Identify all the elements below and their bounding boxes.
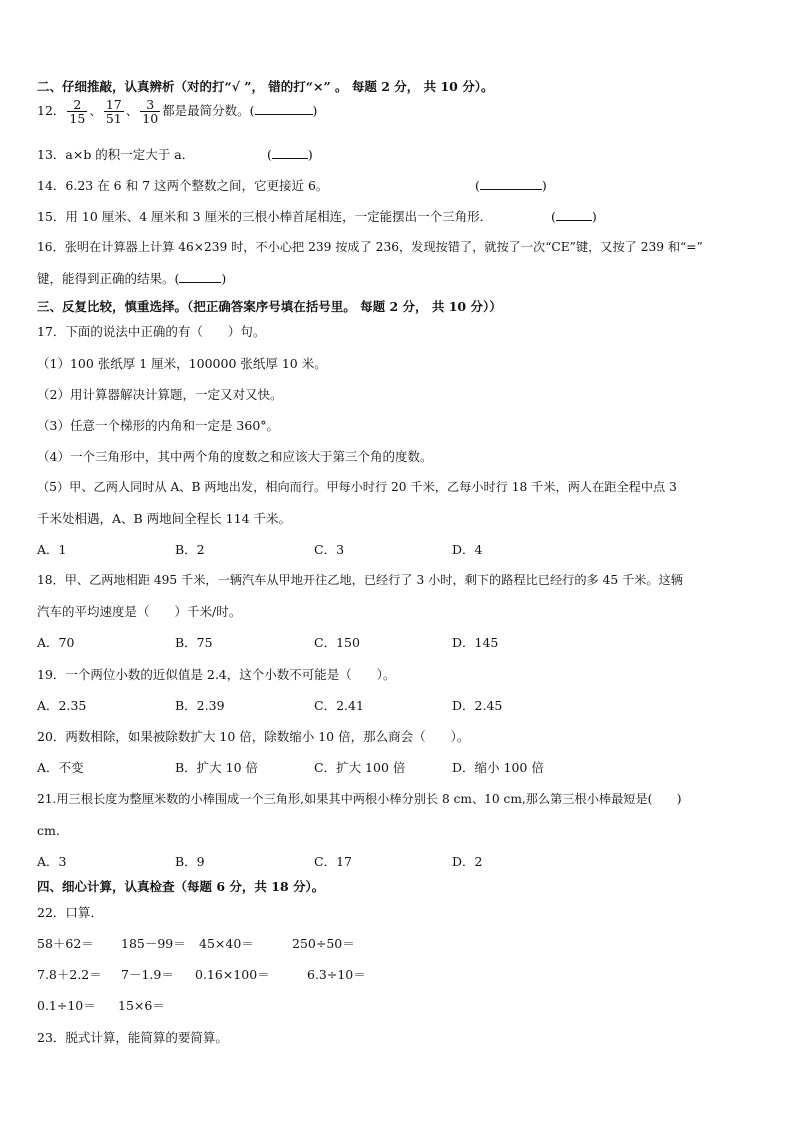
question-21-line-2: cm.: [37, 823, 60, 838]
section-3-title: 三、反复比较，慎重选择。（把正确答案序号填在括号里。 每题 2 分， 共 10 分））: [37, 299, 502, 314]
option-d[interactable]: D．2.45: [452, 698, 503, 713]
option-c[interactable]: C．2.41: [314, 698, 364, 713]
question-17-item: （2）用计算器解决计算题，一定又对又快。: [37, 387, 283, 402]
calc-item: 15×6＝: [118, 998, 165, 1013]
answer-blank[interactable]: [272, 147, 308, 159]
question-23-stem: 23．脱式计算，能简算的要简算。: [37, 1030, 228, 1045]
calc-item: 0.1÷10＝: [37, 998, 96, 1013]
calc-item: 0.16×100＝: [195, 967, 270, 982]
calc-item: 45×40＝: [199, 936, 254, 951]
question-16-line-2: 键，能得到正确的结果。( ): [37, 271, 227, 286]
option-b[interactable]: B．2.39: [175, 698, 225, 713]
calc-item: 6.3÷10＝: [307, 967, 366, 982]
question-number: 12．: [37, 103, 66, 119]
calc-item: 185－99＝: [121, 936, 186, 951]
option-a[interactable]: A．3: [37, 854, 67, 869]
question-17-item: （4）一个三角形中，其中两个角的度数之和应该大于第三个角的度数。: [37, 449, 433, 464]
question-19-stem: 19．一个两位小数的近似值是 2.4，这个小数不可能是（ ）。: [37, 667, 396, 682]
question-17-item: （1）100 张纸厚 1 厘米，100000 张纸厚 10 米。: [37, 356, 327, 371]
question-15: 15．用 10 厘米、4 厘米和 3 厘米的三根小棒首尾相连，一定能摆出一个三角形．: [37, 209, 493, 224]
fraction: $\frac{3}{10}$: [142, 97, 159, 127]
question-20-stem: 20．两数相除，如果被除数扩大 10 倍，除数缩小 10 倍，那么商会（ ）。: [37, 729, 470, 744]
option-b[interactable]: B．9: [175, 854, 205, 869]
option-d[interactable]: D．145: [452, 635, 499, 650]
fraction: $\frac{2}{15}$: [69, 97, 86, 127]
option-a[interactable]: A．不变: [37, 760, 84, 775]
option-b[interactable]: B．75: [175, 635, 213, 650]
question-18-line-1: 18．甲、乙两地相距 495 千米，一辆汽车从甲地开往乙地，已经行了 3 小时，剩下的路程比已经行的多 45 千米。这辆: [37, 573, 683, 587]
question-15-answer: ( ): [551, 209, 597, 224]
calc-item: 7－1.9＝: [121, 967, 174, 982]
answer-blank[interactable]: [556, 209, 592, 221]
calc-item: 58＋62＝: [37, 936, 94, 951]
question-17-item: （5）甲、乙两人同时从 A、B 两地出发，相向而行。甲每小时行 20 千米，乙每小时行 18 千米，两人在距全程中点 3: [37, 480, 677, 494]
option-c[interactable]: C．17: [314, 854, 352, 869]
question-13: 13．a×b 的积一定大于 a．: [37, 147, 195, 162]
option-a[interactable]: A．1: [37, 542, 67, 557]
question-14: 14．6.23 在 6 和 7 这两个整数之间，它更接近 6。: [37, 178, 329, 193]
option-d[interactable]: D．2: [452, 854, 483, 869]
answer-blank[interactable]: [480, 178, 542, 190]
option-b[interactable]: B．2: [175, 542, 205, 557]
calc-item: 7.8＋2.2＝: [37, 967, 102, 982]
option-d[interactable]: D．缩小 100 倍: [452, 760, 544, 775]
calc-item: 250÷50＝: [292, 936, 355, 951]
question-17-stem: 17．下面的说法中正确的有（ ）句。: [37, 324, 266, 339]
section-2-title: 二、仔细推敲，认真辨析（对的打“√ ”， 错的打“×” 。 每题 2 分， 共 10 分）。: [37, 79, 494, 94]
question-14-answer: ( ): [475, 178, 547, 193]
question-21-line-1: 21.用三根长度为整厘米数的小棒围成一个三角形,如果其中两根小棒分别长 8 cm、10 cm,那么第三根小棒最短是( ): [37, 792, 682, 806]
option-c[interactable]: C．3: [314, 542, 345, 557]
option-d[interactable]: D．4: [452, 542, 483, 557]
question-18-line-2: 汽车的平均速度是（ ）千米/时。: [37, 604, 242, 619]
section-4-title: 四、细心计算，认真检查（每题 6 分，共 18 分）。: [37, 879, 325, 894]
question-17-item: 千米处相遇，A、B 两地间全程长 114 千米。: [37, 511, 291, 526]
answer-blank[interactable]: [179, 271, 221, 283]
question-17-item: （3）任意一个梯形的内角和一定是 360°。: [37, 418, 280, 433]
question-13-answer: ( ): [267, 147, 313, 162]
fraction: $\frac{17}{51}$: [105, 97, 122, 127]
option-c[interactable]: C．扩大 100 倍: [314, 760, 406, 775]
question-22-stem: 22．口算．: [37, 905, 103, 920]
option-a[interactable]: A．70: [37, 635, 75, 650]
option-b[interactable]: B．扩大 10 倍: [175, 760, 259, 775]
option-c[interactable]: C．150: [314, 635, 360, 650]
answer-blank[interactable]: [255, 103, 313, 115]
option-a[interactable]: A．2.35: [37, 698, 87, 713]
question-12: 12． $\frac{2}{15}$ 、 $\frac{17}{51}$ 、 $\frac{3}{10}$ 都是最简分数。( ): [37, 97, 318, 127]
question-16-line-1: 16．张明在计算器上计算 46×239 时，不小心把 239 按成了 236，发现按错了，就按了一次“CE”键，又按了 239 和“=”: [37, 240, 703, 254]
